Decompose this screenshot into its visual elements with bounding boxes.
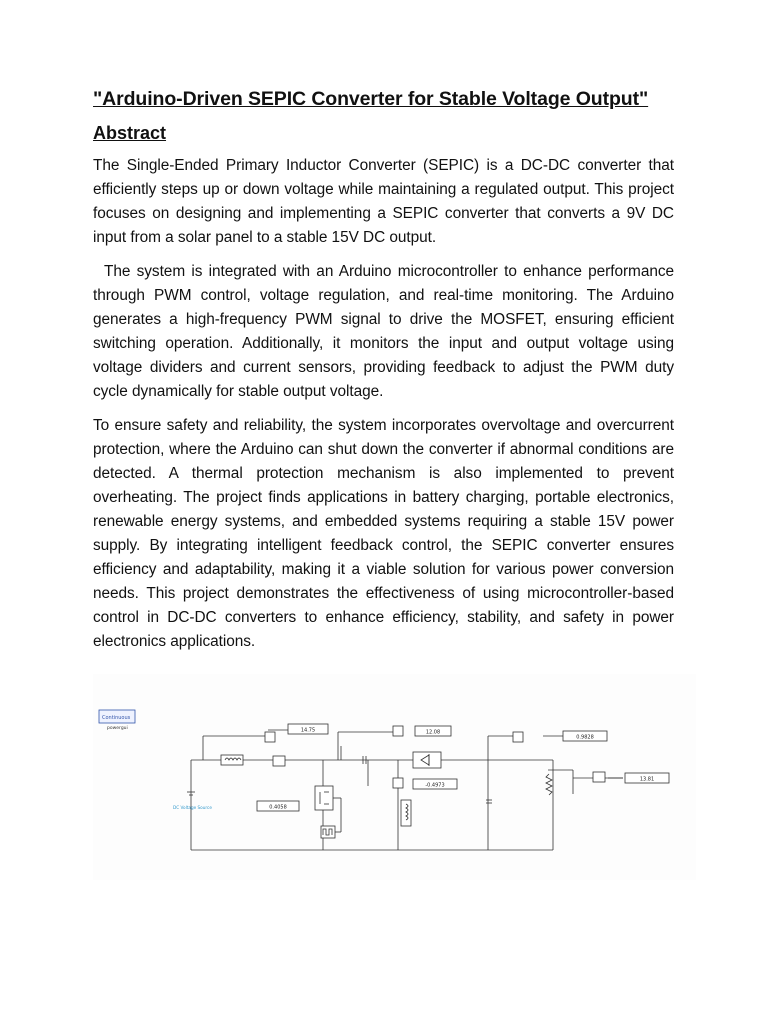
display-value-2: 12.08: [425, 729, 441, 736]
display-value-5: 0.9828: [576, 734, 594, 741]
abstract-heading: Abstract: [93, 123, 167, 143]
powergui-block-text: Continuous: [102, 715, 131, 721]
load-resistor: [546, 774, 552, 795]
abstract-paragraph-2: The system is integrated with an Arduino microcontroller to enhance performance through PWM control, voltage regulation, and real-time monitoring. The Arduino generates a high-frequency PWM signal to drive the MOSFET, ensuring efficient switching operation. Additionally, it monitors the input and output voltage using voltage dividers and current sensors, providing feedback to adjust the PWM duty cycle dynamically for stable output voltage.: [93, 263, 674, 400]
inductor-l2: [401, 800, 411, 826]
dc-voltage-source-label: DC Voltage Source: [173, 805, 212, 810]
dc-voltage-source: [173, 792, 212, 810]
display-value-6: 13.81: [639, 776, 655, 783]
document-title: "Arduino-Driven SEPIC Converter for Stable Voltage Output": [93, 88, 649, 110]
mosfet-block: [315, 786, 333, 810]
inductor-l1: [221, 755, 243, 765]
powergui-block: [99, 710, 135, 731]
display-value-1: 14.75: [300, 727, 316, 734]
sepic-circuit-diagram: [93, 674, 696, 880]
document-page: [93, 88, 674, 664]
circuit-wires: [191, 727, 693, 850]
powergui-label: powergui: [107, 726, 128, 731]
output-capacitor: [486, 800, 492, 803]
diode: [413, 752, 441, 768]
abstract-paragraph-1: The Single-Ended Primary Inductor Converter (SEPIC) is a DC-DC converter that efficiently steps up or down voltage while maintaining a regulated output. This project focuses on designing and implementing a SEPIC converter that converts a 9V DC input from a solar panel to a stable 15V DC output.: [93, 157, 674, 246]
display-value-3: 0.4058: [269, 804, 287, 811]
display-value-4: -0.4973: [425, 782, 445, 789]
abstract-paragraph-3: To ensure safety and reliability, the system incorporates overvoltage and overcurrent protection, where the Arduino can shut down the converter if abnormal conditions are detected. A thermal protection mechanism is also implemented to prevent overheating. The project finds applications in battery charging, portable electronics, renewable energy systems, and embedded systems requiring a stable 15V power supply. By integrating intelligent feedback control, the SEPIC converter ensures efficiency and adaptability, making it a viable solution for various power conversion needs. This project demonstrates the effectiveness of using microcontroller-based control in DC-DC converters to enhance efficiency, stability, and safety in power electronics applications.: [93, 417, 674, 650]
